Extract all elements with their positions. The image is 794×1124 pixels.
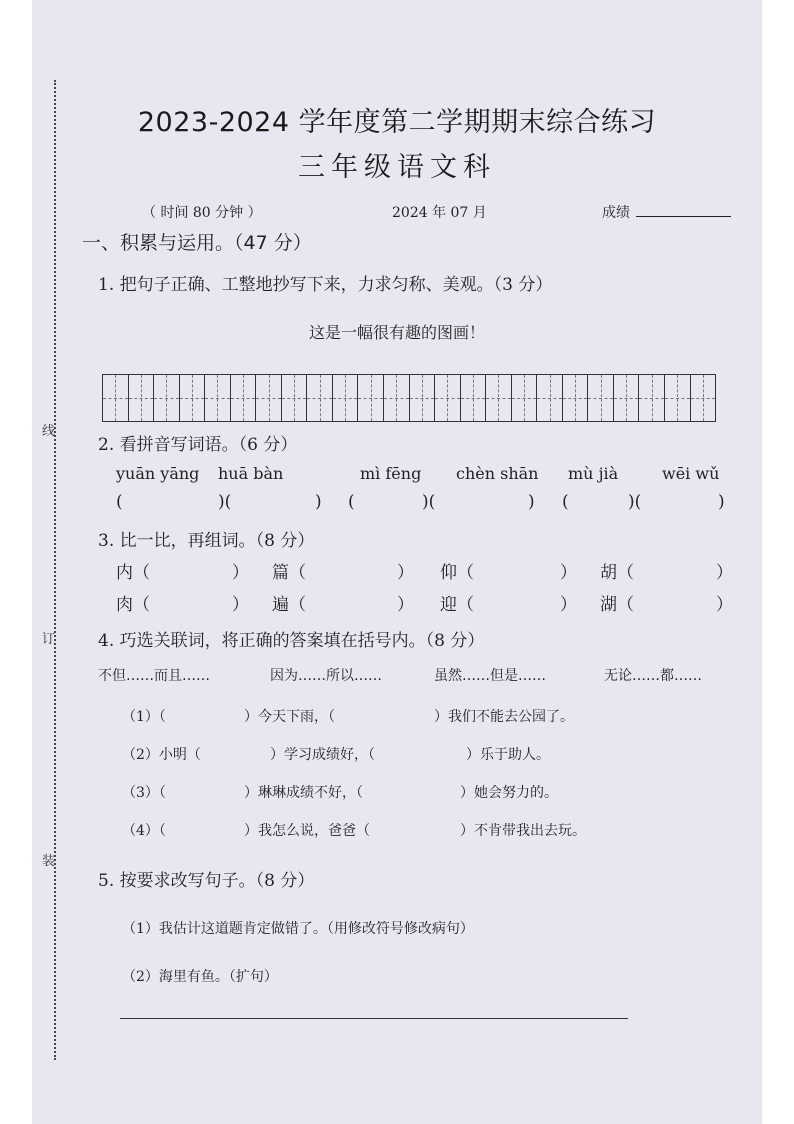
exam-sheet: [32, 0, 762, 1124]
conjunction-option: 无论……都……: [604, 668, 702, 684]
grid-cell[interactable]: [486, 375, 512, 421]
answer-paren[interactable]: ）: [232, 563, 249, 583]
question-3-prompt: 3. 比一比，再组词。（8 分）: [98, 531, 315, 551]
grid-cell[interactable]: [358, 375, 384, 421]
question-2-prompt: 2. 看拼音写词语。（6 分）: [98, 435, 298, 455]
compare-item: 内（: [116, 563, 150, 583]
margin-label-xian: 线: [42, 424, 56, 439]
fill-item-start: （3）（: [122, 785, 166, 801]
pinyin-4: chèn shān: [456, 464, 539, 483]
grid-cell[interactable]: [461, 375, 487, 421]
margin-label-zhuang: 装: [42, 854, 56, 869]
answer-paren[interactable]: )(: [218, 492, 232, 512]
fill-item-middle: ）学习成绩好，（: [270, 747, 375, 763]
question-4-prompt: 4. 巧选关联词，将正确的答案填在括号内。（8 分）: [98, 631, 485, 651]
fill-item-end: ）我们不能去公园了。: [434, 709, 574, 725]
fill-item-start: （1）（: [122, 709, 166, 725]
compare-item: 湖（: [600, 595, 634, 615]
answer-paren[interactable]: ): [718, 492, 725, 512]
answer-paren[interactable]: )(: [422, 492, 436, 512]
pinyin-3: mì fēng: [360, 464, 422, 483]
compare-item: 肉（: [116, 595, 150, 615]
exam-date: 2024 年 07 月: [392, 205, 487, 221]
grid-cell[interactable]: [639, 375, 665, 421]
conjunction-option: 因为……所以……: [270, 668, 382, 684]
grid-cell[interactable]: [563, 375, 589, 421]
compare-item: 胡（: [600, 563, 634, 583]
answer-line[interactable]: [120, 1018, 628, 1019]
answer-paren[interactable]: ）: [397, 595, 414, 615]
grid-cell[interactable]: [537, 375, 563, 421]
compare-item: 仰（: [440, 563, 474, 583]
rewrite-item-2: （2）海里有鱼。（扩句）: [122, 969, 278, 985]
answer-paren[interactable]: )(: [628, 492, 642, 512]
answer-paren[interactable]: (: [116, 492, 123, 512]
answer-paren[interactable]: ）: [716, 595, 733, 615]
exam-title: 2023-2024 学年度第二学期期末综合练习: [137, 107, 657, 138]
grid-cell[interactable]: [256, 375, 282, 421]
fill-item-middle: ）琳琳成绩不好，（: [244, 785, 363, 801]
grid-cell[interactable]: [282, 375, 308, 421]
grid-cell[interactable]: [614, 375, 640, 421]
answer-paren[interactable]: ）: [716, 563, 733, 583]
grid-cell[interactable]: [307, 375, 333, 421]
fill-item-end: ）乐于助人。: [466, 747, 550, 763]
section-heading: 一、积累与运用。（47 分）: [82, 232, 312, 254]
time-limit: （ 时间 80 分钟 ）: [142, 205, 262, 221]
grid-cell[interactable]: [588, 375, 614, 421]
grid-cell[interactable]: [384, 375, 410, 421]
writing-grid[interactable]: [102, 374, 716, 422]
fill-item-start: （4）（: [122, 823, 166, 839]
grid-cell[interactable]: [333, 375, 359, 421]
fill-item-middle: ）今天下雨，（: [244, 709, 335, 725]
answer-paren[interactable]: ）: [397, 563, 414, 583]
margin-label-ding: 订: [42, 632, 56, 647]
answer-paren[interactable]: ): [528, 492, 535, 512]
pinyin-1: yuān yāng: [116, 464, 200, 483]
grid-cell[interactable]: [180, 375, 206, 421]
grid-cell[interactable]: [231, 375, 257, 421]
pinyin-5: mù jià: [568, 464, 619, 483]
answer-paren[interactable]: (: [562, 492, 569, 512]
question-1-prompt: 1. 把句子正确、工整地抄写下来，力求匀称、美观。（3 分）: [98, 275, 553, 295]
pinyin-2: huā bàn: [218, 464, 284, 483]
compare-item: 遍（: [272, 595, 306, 615]
answer-paren[interactable]: (: [348, 492, 355, 512]
grid-cell[interactable]: [512, 375, 538, 421]
score-label: 成绩: [602, 205, 630, 221]
fill-item-start: （2）小明（: [122, 747, 201, 763]
compare-item: 篇（: [272, 563, 306, 583]
answer-paren[interactable]: ）: [232, 595, 249, 615]
score-blank[interactable]: [636, 216, 731, 217]
conjunction-option: 虽然……但是……: [434, 668, 546, 684]
grid-cell[interactable]: [129, 375, 155, 421]
grid-cell[interactable]: [691, 375, 716, 421]
compare-item: 迎（: [440, 595, 474, 615]
answer-paren[interactable]: ): [315, 492, 322, 512]
fill-item-middle: ）我怎么说，爸爸（: [244, 823, 370, 839]
fill-item-end: ）她会努力的。: [460, 785, 558, 801]
answer-paren[interactable]: ）: [560, 595, 577, 615]
grid-cell[interactable]: [435, 375, 461, 421]
answer-paren[interactable]: ）: [560, 563, 577, 583]
grid-cell[interactable]: [205, 375, 231, 421]
rewrite-item-1: （1）我估计这道题肯定做错了。（用修改符号修改病句）: [122, 921, 474, 937]
question-5-prompt: 5. 按要求改写句子。（8 分）: [98, 871, 315, 891]
copy-sentence: 这是一幅很有趣的图画！: [308, 323, 485, 342]
conjunction-option: 不但……而且……: [98, 668, 210, 684]
exam-subtitle: 三年级语文科: [298, 152, 496, 183]
grid-cell[interactable]: [154, 375, 180, 421]
grid-cell[interactable]: [103, 375, 129, 421]
grid-cell[interactable]: [665, 375, 691, 421]
binding-dotted-line: [54, 80, 56, 1060]
fill-item-end: ）不肯带我出去玩。: [460, 823, 586, 839]
grid-cell[interactable]: [410, 375, 436, 421]
pinyin-6: wēi wǔ: [662, 464, 720, 483]
